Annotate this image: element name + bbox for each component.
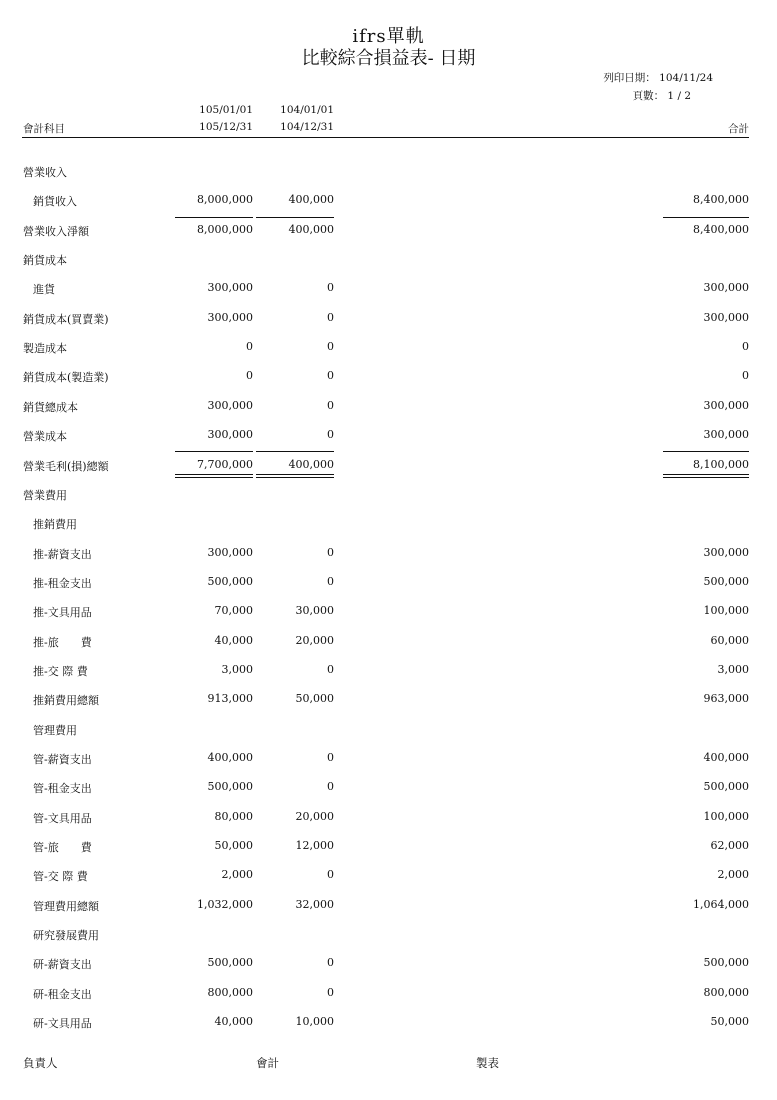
period1-value: 40,000 <box>214 634 253 647</box>
table-row <box>0 399 777 417</box>
period2-value: 0 <box>327 986 334 999</box>
total-value: 2,000 <box>717 868 749 881</box>
period1-value: 8,000,000 <box>197 193 253 206</box>
period1-value: 0 <box>246 369 253 382</box>
period2-value: 10,000 <box>295 1015 334 1028</box>
period1-value: 300,000 <box>207 311 253 324</box>
period2-value: 20,000 <box>295 634 334 647</box>
period1-value: 1,032,000 <box>197 898 253 911</box>
total-value: 963,000 <box>703 692 749 705</box>
period2-value: 0 <box>327 311 334 324</box>
account-label: 營業收入淨額 <box>23 225 89 238</box>
table-row <box>0 369 777 387</box>
period2-value: 0 <box>327 751 334 764</box>
period2-value: 0 <box>327 546 334 559</box>
table-row <box>0 810 777 828</box>
print-date-value: 104/11/24 <box>659 72 713 84</box>
period2-value: 400,000 <box>288 458 334 471</box>
period2-value: 400,000 <box>288 223 334 236</box>
total-value: 8,400,000 <box>693 193 749 206</box>
table-row <box>0 458 777 476</box>
total-double-rule <box>256 474 334 478</box>
account-label: 管-薪資支出 <box>33 753 92 766</box>
period1-value: 913,000 <box>207 692 253 705</box>
period1-value: 300,000 <box>207 546 253 559</box>
account-label: 營業毛利(損)總額 <box>23 460 109 473</box>
account-label: 銷貨成本 <box>23 254 67 267</box>
period2-value: 20,000 <box>295 810 334 823</box>
table-row <box>0 1015 777 1033</box>
total-value: 8,400,000 <box>693 223 749 236</box>
account-label: 進貨 <box>33 283 55 296</box>
period1-value: 300,000 <box>207 428 253 441</box>
period2-value: 0 <box>327 663 334 676</box>
subtotal-rule <box>175 451 253 452</box>
account-label: 研究發展費用 <box>33 929 99 942</box>
account-label: 研-租金支出 <box>33 988 92 1001</box>
account-label: 銷貨總成本 <box>23 401 78 414</box>
total-value: 0 <box>742 340 749 353</box>
table-row <box>0 516 777 534</box>
report-title: 比較綜合損益表- 日期 <box>301 48 476 69</box>
total-value: 3,000 <box>717 663 749 676</box>
total-value: 300,000 <box>703 281 749 294</box>
period2-value: 32,000 <box>295 898 334 911</box>
period2-value: 30,000 <box>295 604 334 617</box>
table-row <box>0 722 777 740</box>
account-label: 推銷費用總額 <box>33 694 99 707</box>
table-row <box>0 692 777 710</box>
total-value: 500,000 <box>703 956 749 969</box>
total-value: 1,064,000 <box>693 898 749 911</box>
total-column-header: 合計 <box>728 123 749 135</box>
total-value: 300,000 <box>703 428 749 441</box>
total-value: 100,000 <box>703 810 749 823</box>
account-label: 管-租金支出 <box>33 782 92 795</box>
account-label: 推銷費用 <box>33 518 77 531</box>
total-value: 300,000 <box>703 399 749 412</box>
period2-value: 0 <box>327 780 334 793</box>
table-row <box>0 634 777 652</box>
print-date <box>603 70 713 85</box>
period1-value: 50,000 <box>214 839 253 852</box>
period2-value: 12,000 <box>295 839 334 852</box>
table-row <box>0 281 777 299</box>
table-row <box>0 340 777 358</box>
account-label: 推-薪資支出 <box>33 548 92 561</box>
period2-value: 0 <box>327 281 334 294</box>
account-label: 營業收入 <box>23 166 67 179</box>
account-label: 銷貨成本(製造業) <box>23 371 109 384</box>
signature-responsible: 負責人 <box>23 1056 58 1070</box>
subtotal-rule <box>663 217 749 218</box>
account-label: 研-薪資支出 <box>33 958 92 971</box>
period1-value: 3,000 <box>221 663 253 676</box>
period1-value: 500,000 <box>207 575 253 588</box>
total-value: 60,000 <box>710 634 749 647</box>
account-label: 銷貨收入 <box>33 195 77 208</box>
total-value: 400,000 <box>703 751 749 764</box>
subtotal-rule <box>256 217 334 218</box>
subtotal-rule <box>663 451 749 452</box>
table-row <box>0 546 777 564</box>
period1-value: 70,000 <box>214 604 253 617</box>
period1-value: 800,000 <box>207 986 253 999</box>
period2-value: 0 <box>327 399 334 412</box>
total-double-rule <box>175 474 253 478</box>
period2-value: 0 <box>327 340 334 353</box>
period1-value: 7,700,000 <box>197 458 253 471</box>
period1-value: 80,000 <box>214 810 253 823</box>
table-row <box>0 868 777 886</box>
table-row <box>0 193 777 211</box>
table-row <box>0 604 777 622</box>
table-row <box>0 986 777 1004</box>
table-row <box>0 927 777 945</box>
total-value: 500,000 <box>703 575 749 588</box>
total-value: 8,100,000 <box>693 458 749 471</box>
period1-value: 400,000 <box>207 751 253 764</box>
signature-preparer: 製表 <box>476 1056 499 1070</box>
account-label: 管-文具用品 <box>33 812 92 825</box>
period2-value: 50,000 <box>295 692 334 705</box>
account-label: 管理費用 <box>33 724 77 737</box>
header-rule <box>22 137 749 138</box>
page-label: 頁數： <box>632 90 665 102</box>
total-value: 100,000 <box>703 604 749 617</box>
period1-value: 2,000 <box>221 868 253 881</box>
account-label: 營業成本 <box>23 430 67 443</box>
account-label: 製造成本 <box>23 342 67 355</box>
period1-end: 105/12/31 <box>199 121 253 133</box>
period1-value: 40,000 <box>214 1015 253 1028</box>
table-row <box>0 428 777 446</box>
period2-start: 104/01/01 <box>280 104 334 116</box>
subtotal-rule <box>175 217 253 218</box>
total-value: 300,000 <box>703 311 749 324</box>
table-row <box>0 898 777 916</box>
page-number <box>633 88 691 103</box>
account-column-header: 會計科目 <box>23 123 65 135</box>
company-name: ifrs單軌 <box>352 26 425 47</box>
period2-value: 0 <box>327 868 334 881</box>
account-label: 管理費用總額 <box>33 900 99 913</box>
total-double-rule <box>663 474 749 478</box>
account-label: 推-旅 費 <box>33 636 92 649</box>
total-value: 500,000 <box>703 780 749 793</box>
signature-accounting: 會計 <box>256 1056 279 1070</box>
account-label: 管-交 際 費 <box>33 870 88 883</box>
table-row <box>0 487 777 505</box>
period1-value: 0 <box>246 340 253 353</box>
period2-end: 104/12/31 <box>280 121 334 133</box>
table-row <box>0 223 777 241</box>
account-label: 營業費用 <box>23 489 67 502</box>
table-row <box>0 164 777 182</box>
total-value: 0 <box>742 369 749 382</box>
table-row <box>0 780 777 798</box>
table-row <box>0 956 777 974</box>
print-date-label: 列印日期： <box>603 72 656 84</box>
period1-value: 500,000 <box>207 780 253 793</box>
account-label: 管-旅 費 <box>33 841 92 854</box>
total-value: 62,000 <box>710 839 749 852</box>
total-value: 300,000 <box>703 546 749 559</box>
subtotal-rule <box>256 451 334 452</box>
period1-value: 300,000 <box>207 281 253 294</box>
account-label: 推-租金支出 <box>33 577 92 590</box>
period1-start: 105/01/01 <box>199 104 253 116</box>
period2-value: 0 <box>327 369 334 382</box>
period1-value: 500,000 <box>207 956 253 969</box>
table-row <box>0 252 777 270</box>
account-label: 銷貨成本(買賣業) <box>23 313 109 326</box>
account-label: 推-交 際 費 <box>33 665 88 678</box>
total-value: 800,000 <box>703 986 749 999</box>
page-value: 1 / 2 <box>667 90 691 102</box>
table-row <box>0 311 777 329</box>
period2-value: 0 <box>327 956 334 969</box>
table-row <box>0 575 777 593</box>
period2-value: 0 <box>327 428 334 441</box>
period1-value: 300,000 <box>207 399 253 412</box>
account-label: 推-文具用品 <box>33 606 92 619</box>
period2-value: 400,000 <box>288 193 334 206</box>
table-row <box>0 839 777 857</box>
total-value: 50,000 <box>710 1015 749 1028</box>
account-label: 研-文具用品 <box>33 1017 92 1030</box>
period2-value: 0 <box>327 575 334 588</box>
table-row <box>0 663 777 681</box>
period1-value: 8,000,000 <box>197 223 253 236</box>
table-row <box>0 751 777 769</box>
